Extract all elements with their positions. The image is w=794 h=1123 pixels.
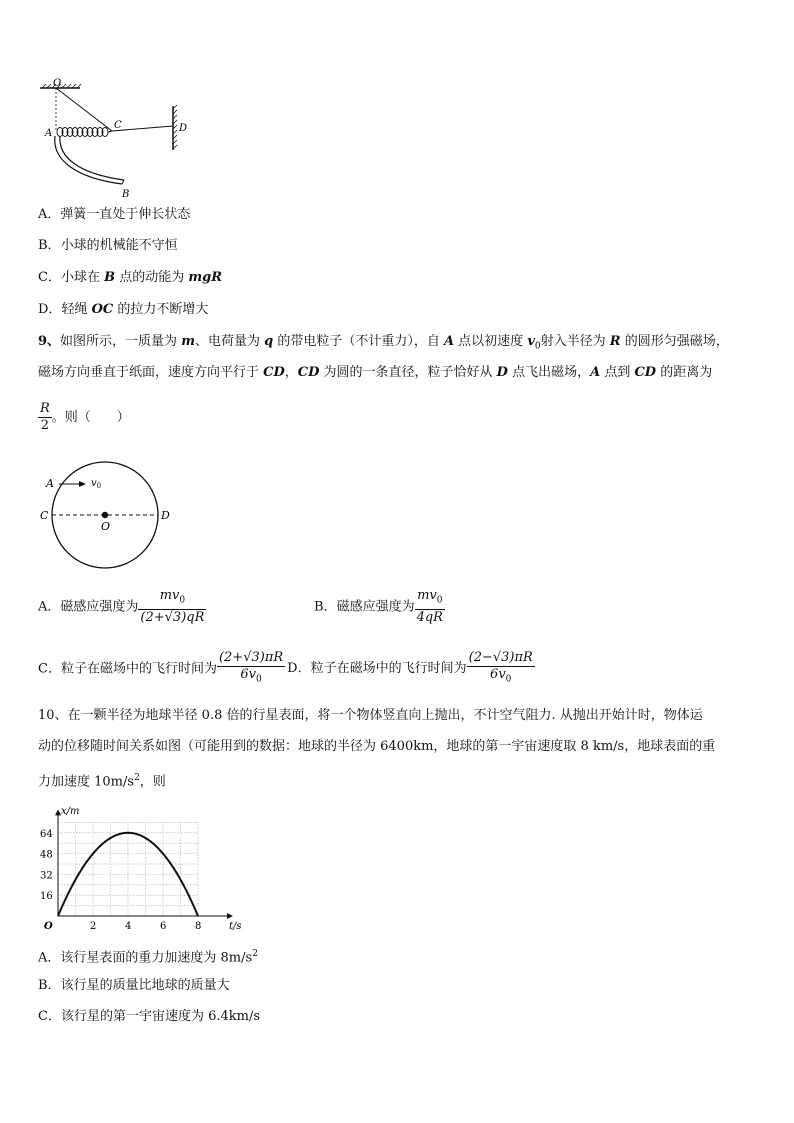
x-axis-arrow [227, 913, 233, 919]
q10-stem-line1: 10、在一颗半径为地球半径 0.8 倍的行星表面，将一个物体竖直向上抛出，不计空气阻力. 从抛出开始计时，物体运 [38, 708, 703, 723]
x-tick-label: 6 [160, 921, 167, 932]
q10-option-c: C．该行星的第一宇宙速度为 6.4km/s [38, 1009, 261, 1024]
data-point [162, 853, 163, 854]
y-tick-label: 16 [40, 891, 53, 903]
data-point [127, 832, 128, 833]
q9-stem-line3: $\frac{R}{2}$ 。则（ ） [40, 401, 130, 433]
data-point [145, 837, 146, 838]
data-point [92, 853, 93, 854]
x-axis-label: t/s [229, 921, 242, 932]
fig8-label-O: O [53, 78, 62, 89]
fig9-label-v0: $v_0$ [91, 478, 102, 490]
x-tick-label: 8 [195, 921, 202, 932]
data-point [180, 879, 181, 880]
data-point [197, 915, 198, 916]
data-point [75, 879, 76, 880]
y-tick-label: 48 [40, 849, 53, 861]
x-tick-label: 4 [125, 921, 132, 932]
fig9-label-O: O [101, 520, 111, 533]
q9-figure [36, 456, 186, 576]
q8-option-c: C．小球在 B 点的动能为 mgR [38, 270, 223, 285]
q10-option-a: A．该行星表面的重力加速度为 $8m/s^2$ [38, 949, 258, 966]
fig8-label-B: B [122, 189, 130, 200]
q10-stem-line3: 力加速度 $10m/s^2$，则 [38, 773, 166, 790]
q9-option-a: A．磁感应强度为 $\frac{mv_0}{(2+√3)qR}$ [38, 588, 205, 625]
fig8-label-A: A [45, 128, 53, 139]
q9-stem-line1: 9、如图所示，一质量为 m、电荷量为 q 的带电粒子（不计重力），自 A 点以初速度 $v_0$射入半径为 R 的圆形匀强磁场， [38, 334, 729, 352]
fig9-label-D: D [161, 509, 170, 522]
y-tick-label: 32 [40, 870, 53, 882]
fig8-label-C: C [114, 120, 122, 131]
fig9-label-C: C [40, 509, 49, 522]
data-point [57, 915, 58, 916]
y-tick-label: 64 [40, 828, 53, 840]
q10-xt-chart [36, 798, 242, 938]
origin-label: O [44, 921, 53, 932]
q9-fraction-r-over-2: $\frac{R}{2}$ [40, 401, 50, 433]
q8-option-a: A．弹簧一直处于伸长状态 [38, 207, 191, 222]
fig9-label-A: A [46, 477, 54, 490]
q8-figure [36, 76, 196, 200]
q9-option-d: 粒子在磁场中的飞行时间为 $\frac{(2-√3)\pi R}{6v_0}$ [310, 650, 533, 685]
y-axis-label: x/m [61, 806, 80, 817]
fig8-label-D: D [179, 123, 188, 134]
q10-option-b: B．该行星的质量比地球的质量大 [38, 978, 230, 993]
q10-stem-line2: 动的位移随时间关系如图（可能用到的数据：地球的半径为 6400km，地球的第一宇宙速度取 8 km/s，地球表面的重 [38, 739, 716, 754]
q9-option-b: B．磁感应强度为 $\frac{mv_0}{4qR}$ [314, 588, 443, 625]
q9-option-c: C．粒子在磁场中的飞行时间为 $\frac{(2+√3)\pi R}{6v_0}$ D．粒子在磁场中的飞行时间为 $\frac{(2-√3)\pi R}{6v_0}$ [38, 650, 533, 685]
q8-option-b: B．小球的机械能不守恒 [38, 238, 178, 253]
data-point [110, 837, 111, 838]
q8-option-d: D．轻绳 OC 的拉力不断增大 [38, 302, 209, 317]
x-tick-label: 2 [90, 921, 97, 932]
q9-stem-line2: 磁场方向垂直于纸面，速度方向平行于 CD，CD 为圆的一条直径，粒子恰好从 D 点飞出磁场，A 点到 CD 的距离为 [38, 365, 713, 380]
